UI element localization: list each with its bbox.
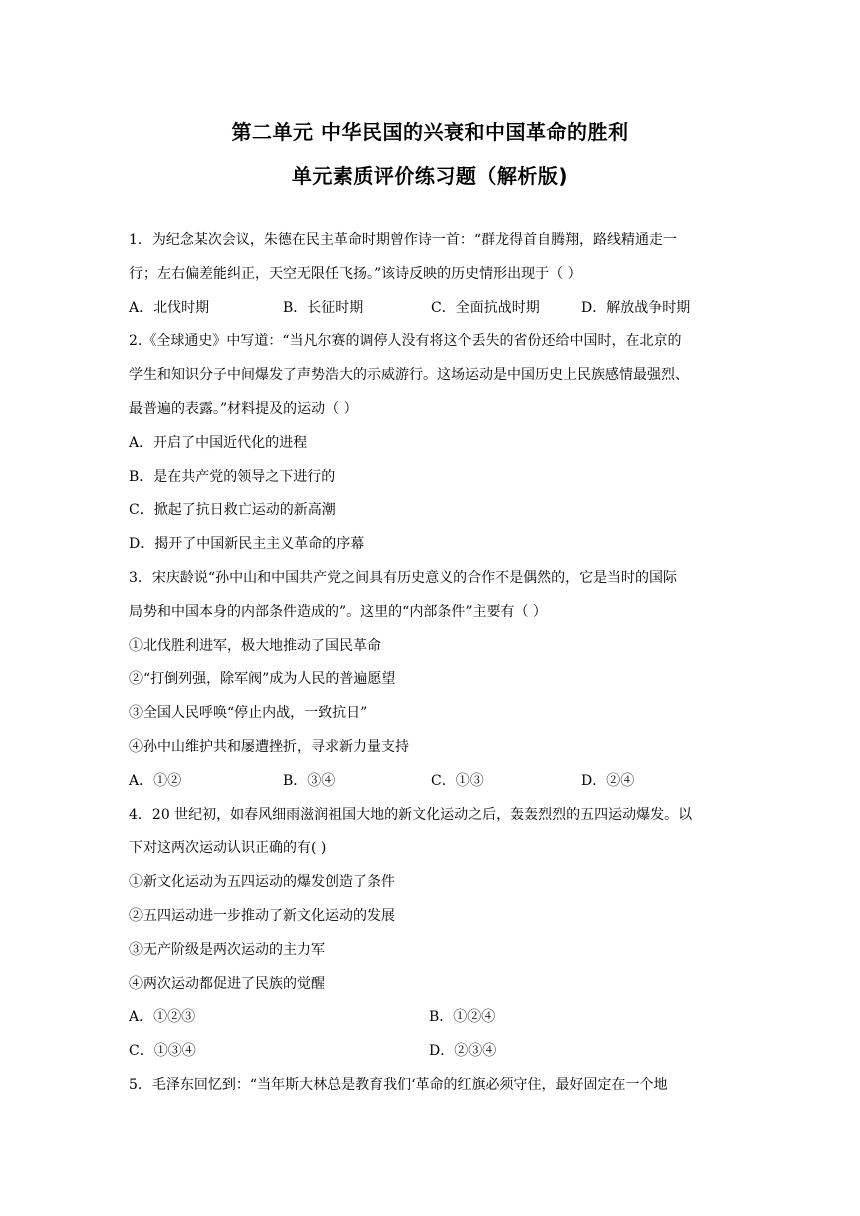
option-d: D．解放战争时期: [581, 299, 691, 316]
question-4-item: ③无产阶级是两次运动的主力军: [129, 941, 325, 958]
question-list: [129, 224, 733, 1103]
question-4-item: ②五四运动进一步推动了新文化运动的发展: [129, 907, 395, 924]
question-4-options-row1: [129, 1001, 733, 1035]
question-3-item: ④孙中山维护共和屡遭挫折，寻求新力量支持: [129, 738, 409, 755]
document-subtitle: 单元素质评价练习题（解析版): [291, 164, 569, 188]
question-2-stem: 学生和知识分子中间爆发了声势浩大的示威游行。这场运动是中国历史上民族感情最强烈、: [129, 367, 689, 384]
option-b: B．③④: [283, 772, 336, 789]
document-title: 第二单元 中华民国的兴衰和中国革命的胜利: [231, 120, 629, 144]
option-a: A．北伐时期: [129, 299, 210, 316]
option-b: B．是在共产党的领导之下进行的: [129, 468, 336, 485]
question-3-item: ②“打倒列强，除军阀”成为人民的普遍愿望: [129, 671, 396, 688]
option-d: D．②④: [581, 772, 635, 789]
option-c: C．全面抗战时期: [431, 299, 540, 316]
question-3-item: ③全国人民呼唤“停止内战，一致抗日”: [129, 705, 368, 722]
question-5-stem: 5．毛泽东回忆到：“当年斯大林总是教育我们‘革命的红旗必须守住，最好固定在一个地: [129, 1076, 668, 1093]
question-4-stem: 下对这两次运动认识正确的有( ): [129, 840, 327, 857]
question-4-item: ①新文化运动为五四运动的爆发创造了条件: [129, 874, 395, 891]
question-3-stem: 3．宋庆龄说“孙中山和中国共产党之间具有历史意义的合作不是偶然的，它是当时的国际: [129, 569, 678, 586]
question-1-stem: 行；左右偏差能纠正，天空无限任飞扬。”该诗反映的历史情形出现于（ ）: [129, 265, 582, 282]
option-b: B．长征时期: [283, 299, 364, 316]
option-a: A．①②③: [129, 1009, 196, 1026]
option-c: C．①③: [431, 772, 484, 789]
question-3-item: ①北伐胜利进军，极大地推动了国民革命: [129, 637, 381, 654]
question-2-stem: 2.《全球通史》中写道：“当凡尔赛的调停人没有将这个丢失的省份还给中国时，在北京的: [129, 333, 682, 350]
option-b: B．①②④: [429, 1009, 496, 1026]
question-1-stem: 1．为纪念某次会议，朱德在民主革命时期曾作诗一首：“群龙得首自腾翔，路线精通走一: [129, 232, 678, 248]
question-4-item: ④两次运动都促进了民族的觉醒: [129, 975, 325, 992]
option-c: C．掀起了抗日救亡运动的新高潮: [129, 502, 336, 519]
question-1-options: [129, 292, 733, 326]
question-4-options-row2: [129, 1035, 733, 1069]
option-c: C．①③④: [129, 1043, 196, 1060]
option-a: A．开启了中国近代化的进程: [129, 434, 308, 451]
option-d: D．②③④: [429, 1043, 497, 1060]
question-3-options: [129, 765, 733, 799]
option-a: A．①②: [129, 772, 182, 789]
question-2-stem: 最普遍的表露。”材料提及的运动（ ）: [129, 400, 358, 417]
question-4-stem: 4．20 世纪初，如春风细雨滋润祖国大地的新文化运动之后，轰轰烈烈的五四运动爆发。以: [129, 806, 693, 823]
option-d: D．揭开了中国新民主主义革命的序幕: [129, 536, 365, 553]
question-3-stem: 局势和中国本身的内部条件造成的”。这里的“内部条件”主要有（ ）: [129, 603, 547, 620]
